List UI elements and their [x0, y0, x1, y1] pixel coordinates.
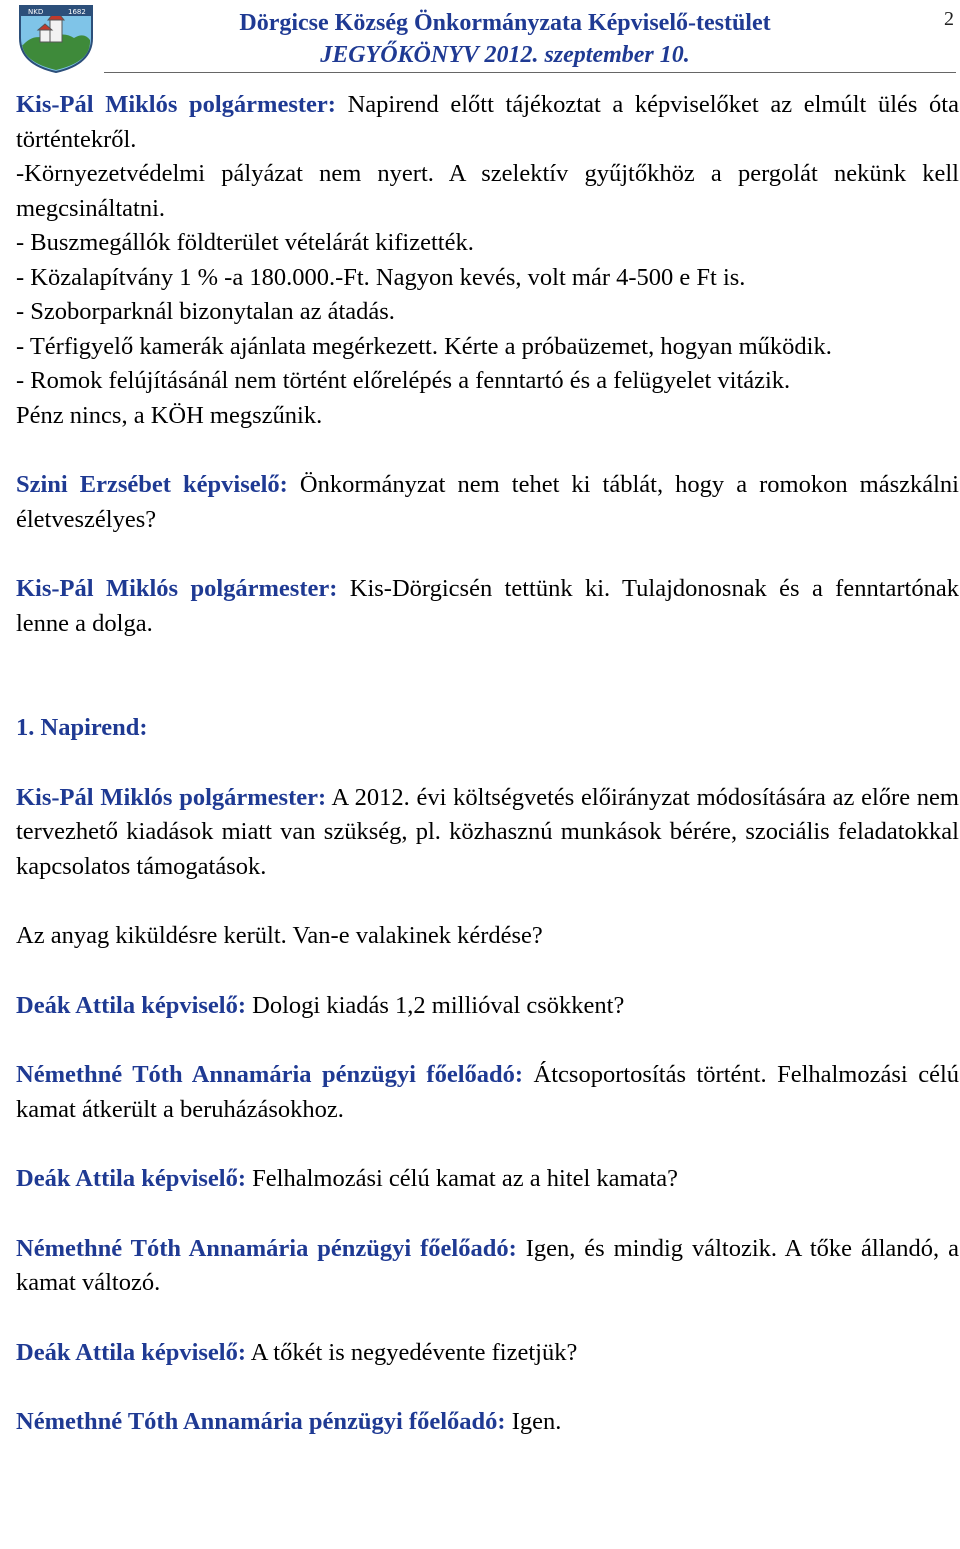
paragraph-mayor-reply: [16, 572, 959, 641]
speech-text: Igen, és mindig változik. A tőke állandó, a kamat változó.: [16, 1234, 959, 1296]
paragraph-material-sent: Az anyag kiküldésre került. Van-e valakinek kérdése?: [16, 922, 543, 949]
paragraph-mayor-budget: [16, 781, 959, 885]
paragraph-deak-2: [16, 1162, 959, 1197]
agenda-heading: 1. Napirend:: [16, 714, 148, 741]
paragraph-mayor-intro: [16, 88, 959, 157]
speech-text: A 2012. évi költségvetés előirányzat módosítására az előre nem tervezhető kiadások miatt van szükség, pl. közhasznú munkások bérére, szociális feladatokkal kapcsolatos támogatások.: [16, 783, 959, 880]
speaker-name: Némethné Tóth Annamária pénzügyi főelőadó:: [16, 1061, 524, 1088]
speaker-name: Deák Attila képviselő:: [16, 991, 247, 1019]
header-divider: [104, 72, 956, 73]
paragraph-deak-3: [16, 1336, 959, 1371]
svg-text:NKD: NKD: [28, 8, 44, 16]
speech-text: Kis-Dörgicsén tettünk ki. Tulajdonosnak és a fenntartónak lenne a dolga.: [16, 575, 959, 637]
speech-text: Felhalmozási célú kamat az a hitel kamata?: [246, 1165, 678, 1192]
village-crest-logo: [14, 2, 98, 74]
document-subtitle: JEGYŐKÖNYV 2012. szeptember 10.: [320, 42, 690, 68]
list-item: - Romok felújításánál nem történt előrelépés a fenntartó és a felügyelet vitázik.: [16, 367, 791, 394]
list-item: Pénz nincs, a KÖH megszűnik.: [16, 401, 323, 429]
paragraph-szini: [16, 468, 959, 537]
minutes-body: [16, 88, 959, 1440]
list-item: - Szoborparknál bizonytalan az átadás.: [16, 298, 395, 325]
speech-text: Dologi kiadás 1,2 millióval csökkent?: [246, 991, 625, 1019]
speaker-name: Kis-Pál Miklós polgármester:: [16, 575, 338, 602]
speaker-name: Némethné Tóth Annamária pénzügyi főelőadó:: [16, 1408, 506, 1435]
list-item: - Térfigyelő kamerák ajánlata megérkezett. Kérte a próbaüzemet, hogyan működik.: [16, 332, 832, 360]
speech-text: Igen.: [505, 1408, 562, 1435]
speaker-name: Kis-Pál Miklós polgármester:: [16, 91, 336, 118]
speaker-name: Deák Attila képviselő:: [16, 1338, 247, 1366]
svg-text:1682: 1682: [68, 8, 86, 16]
speaker-name: Némethné Tóth Annamária pénzügyi főelőadó:: [16, 1234, 517, 1262]
speech-text: Önkormányzat nem tehet ki táblát, hogy a romokon mászkálni életveszélyes?: [16, 471, 959, 533]
paragraph-deak-1: [16, 989, 959, 1024]
list-item: -Környezetvédelmi pályázat nem nyert. A szelektív gyűjtőkhöz a pergolát nekünk kell megcsináltatni.: [16, 160, 959, 222]
speaker-name: Szini Erzsébet képviselő:: [16, 471, 288, 498]
page-header: [0, 0, 960, 78]
paragraph-nemethne-3: [16, 1405, 959, 1440]
speaker-name: Deák Attila képviselő:: [16, 1165, 247, 1192]
list-item: - Közalapítvány 1 % -a 180.000.-Ft. Nagyon kevés, volt már 4-500 e Ft is.: [16, 263, 746, 291]
paragraph-nemethne-2: [16, 1232, 959, 1301]
page-number: 2: [944, 8, 954, 30]
list-item: - Buszmegállók földterület vételárát kifizették.: [16, 229, 474, 256]
speech-text: Napirend előtt tájékoztat a képviselőket az elmúlt ülés óta történtekről.: [16, 91, 959, 153]
document-title: Dörgicse Község Önkormányzata Képviselő-testület: [239, 10, 771, 36]
speaker-name: Kis-Pál Miklós polgármester:: [16, 783, 327, 811]
paragraph-nemethne-1: [16, 1058, 959, 1127]
speech-text: A tőkét is negyedévente fizetjük?: [246, 1338, 578, 1366]
speech-text: Átcsoportosítás történt. Felhalmozási célú kamat átkerült a beruházásokhoz.: [16, 1061, 960, 1123]
